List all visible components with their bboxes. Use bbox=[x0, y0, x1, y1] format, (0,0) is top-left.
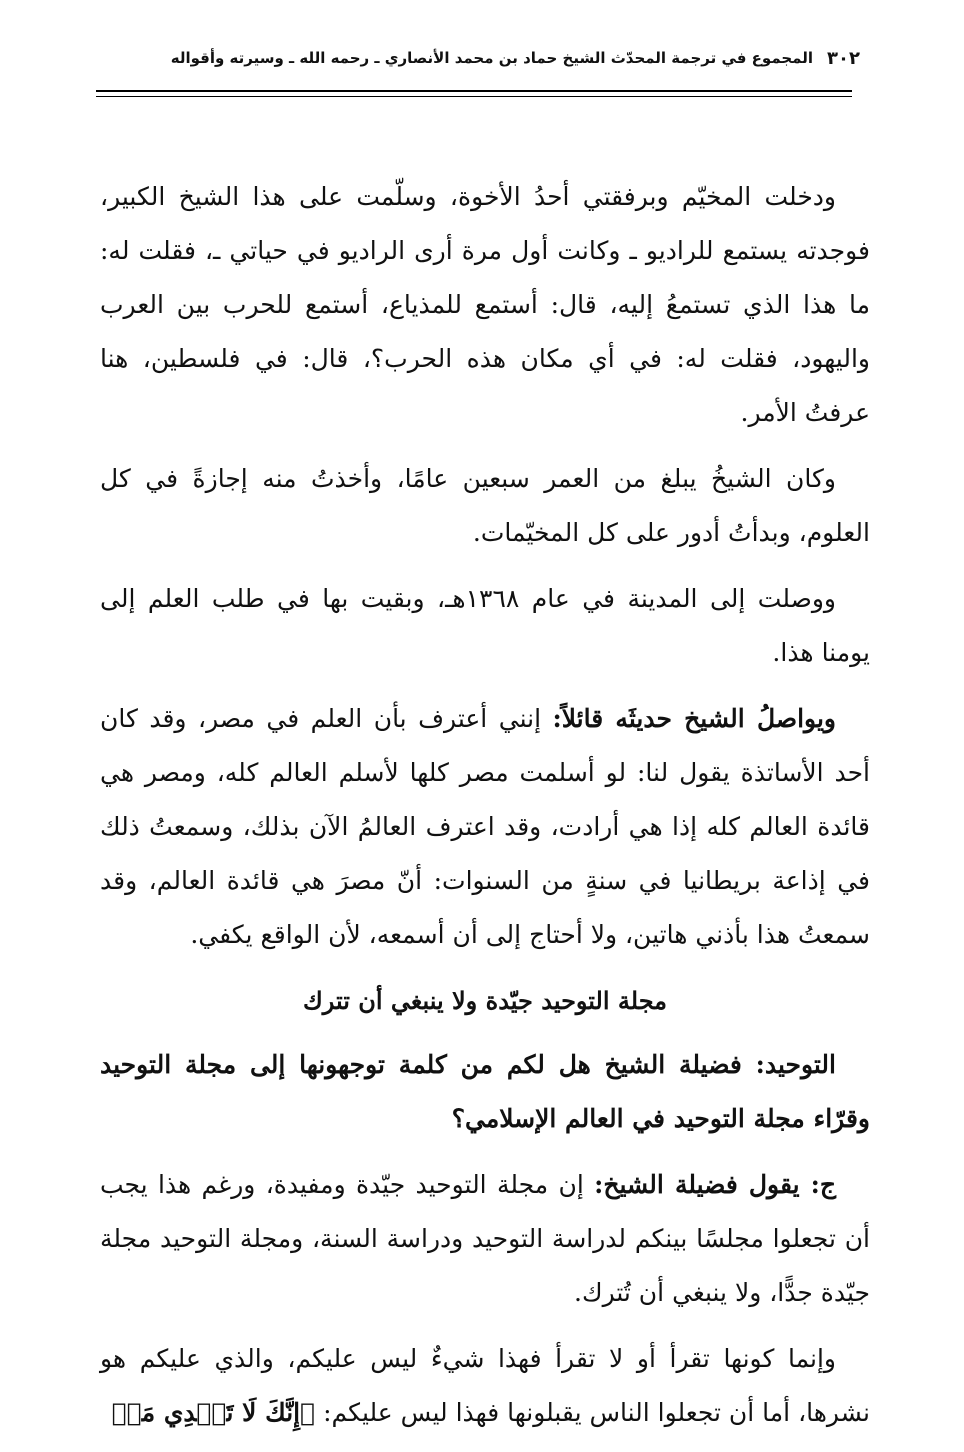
header-rule bbox=[96, 90, 852, 92]
paragraph-4 bbox=[100, 692, 870, 962]
paragraph-last-text: وإنما كونها تقرأ أو لا تقرأ فهذا شيءٌ ليس عليكم، والذي عليكم هو نشرها، أما أن تجعلوا الناس يقبلونها فهذا ليس عليكم: bbox=[100, 1344, 870, 1427]
section-heading: مجلة التوحيد جيّدة ولا ينبغي أن تترك bbox=[302, 986, 668, 1015]
page-number: ٣٠٢ bbox=[827, 47, 860, 69]
answer-text: إن مجلة التوحيد جيّدة ومفيدة، ورغم هذا يجب أن تجعلوا مجلسًا بينكم لدراسة التوحيد ودراسة السنة، ومجلة التوحيد مجلة جيّدة جدًّا، ولا ينبغي أن تُترك. bbox=[100, 1170, 870, 1307]
paragraph-1: ودخلت المخيّم وبرفقتي أحدُ الأخوة، وسلّمت على هذا الشيخ الكبير، فوجدته يستمع للراديو ـ وكانت أول مرة أرى الراديو في حياتي ـ، فقلت له: ما هذا الذي تستمعُ إليه، قال: أستمع للمذياع، أستمع للحرب بين العرب واليهود، فقلت له: في أي مكان هذه الحرب؟، قال: في فلسطين، هنا عرفتُ الأمر. bbox=[100, 182, 870, 427]
paragraph-last bbox=[100, 1332, 870, 1440]
paragraph-4-text: إنني أعترف بأن العلم في مصر، وقد كان أحد الأساتذة يقول لنا: لو أسلمت مصر كلها لأسلم العالم كله، ومصر هي قائدة العالم كله إذا هي أرادت، وقد اعترف العالمُ الآن بذلك، وسمعتُ ذلك في إذاعة بريطانيا في سنةٍ من السنوات: أنّ مصرَ هي قائدة العالم، وقد سمعتُ هذا بأذني هاتين، ولا أحتاج إلى أن أسمعه، لأن الواقع يكفي. bbox=[100, 704, 870, 949]
quran-verse: ﴿إِنَّكَ لَا تَهۡدِي مَنۡ bbox=[111, 1398, 316, 1427]
answer-lead: ج: يقول فضيلة الشيخ: bbox=[594, 1170, 836, 1199]
header-rule-thin bbox=[96, 96, 852, 97]
paragraph-3: ووصلت إلى المدينة في عام ١٣٦٨هـ، وبقيت بها في طلب العلم إلى يومنا هذا. bbox=[100, 584, 870, 667]
paragraph-4-lead: ويواصلُ الشيخ حديثَه قائلاً: bbox=[552, 704, 836, 733]
body-text bbox=[100, 170, 870, 1452]
interview-question: التوحيد: فضيلة الشيخ هل لكم من كلمة توجهونها إلى مجلة التوحيد وقرّاء مجلة التوحيد في العالم الإسلامي؟ bbox=[100, 1050, 870, 1133]
book-title: المجموع في ترجمة المحدّث الشيخ حماد بن محمد الأنصاري ـ رحمه الله ـ وسيرته وأقواله bbox=[170, 49, 814, 67]
interview-answer bbox=[100, 1158, 870, 1320]
running-header bbox=[100, 40, 860, 76]
paragraph-2: وكان الشيخُ يبلغ من العمر سبعين عامًا، وأخذتُ منه إجازةً في كل العلوم، وبدأتُ أدور على كل المخيّمات. bbox=[100, 464, 870, 547]
